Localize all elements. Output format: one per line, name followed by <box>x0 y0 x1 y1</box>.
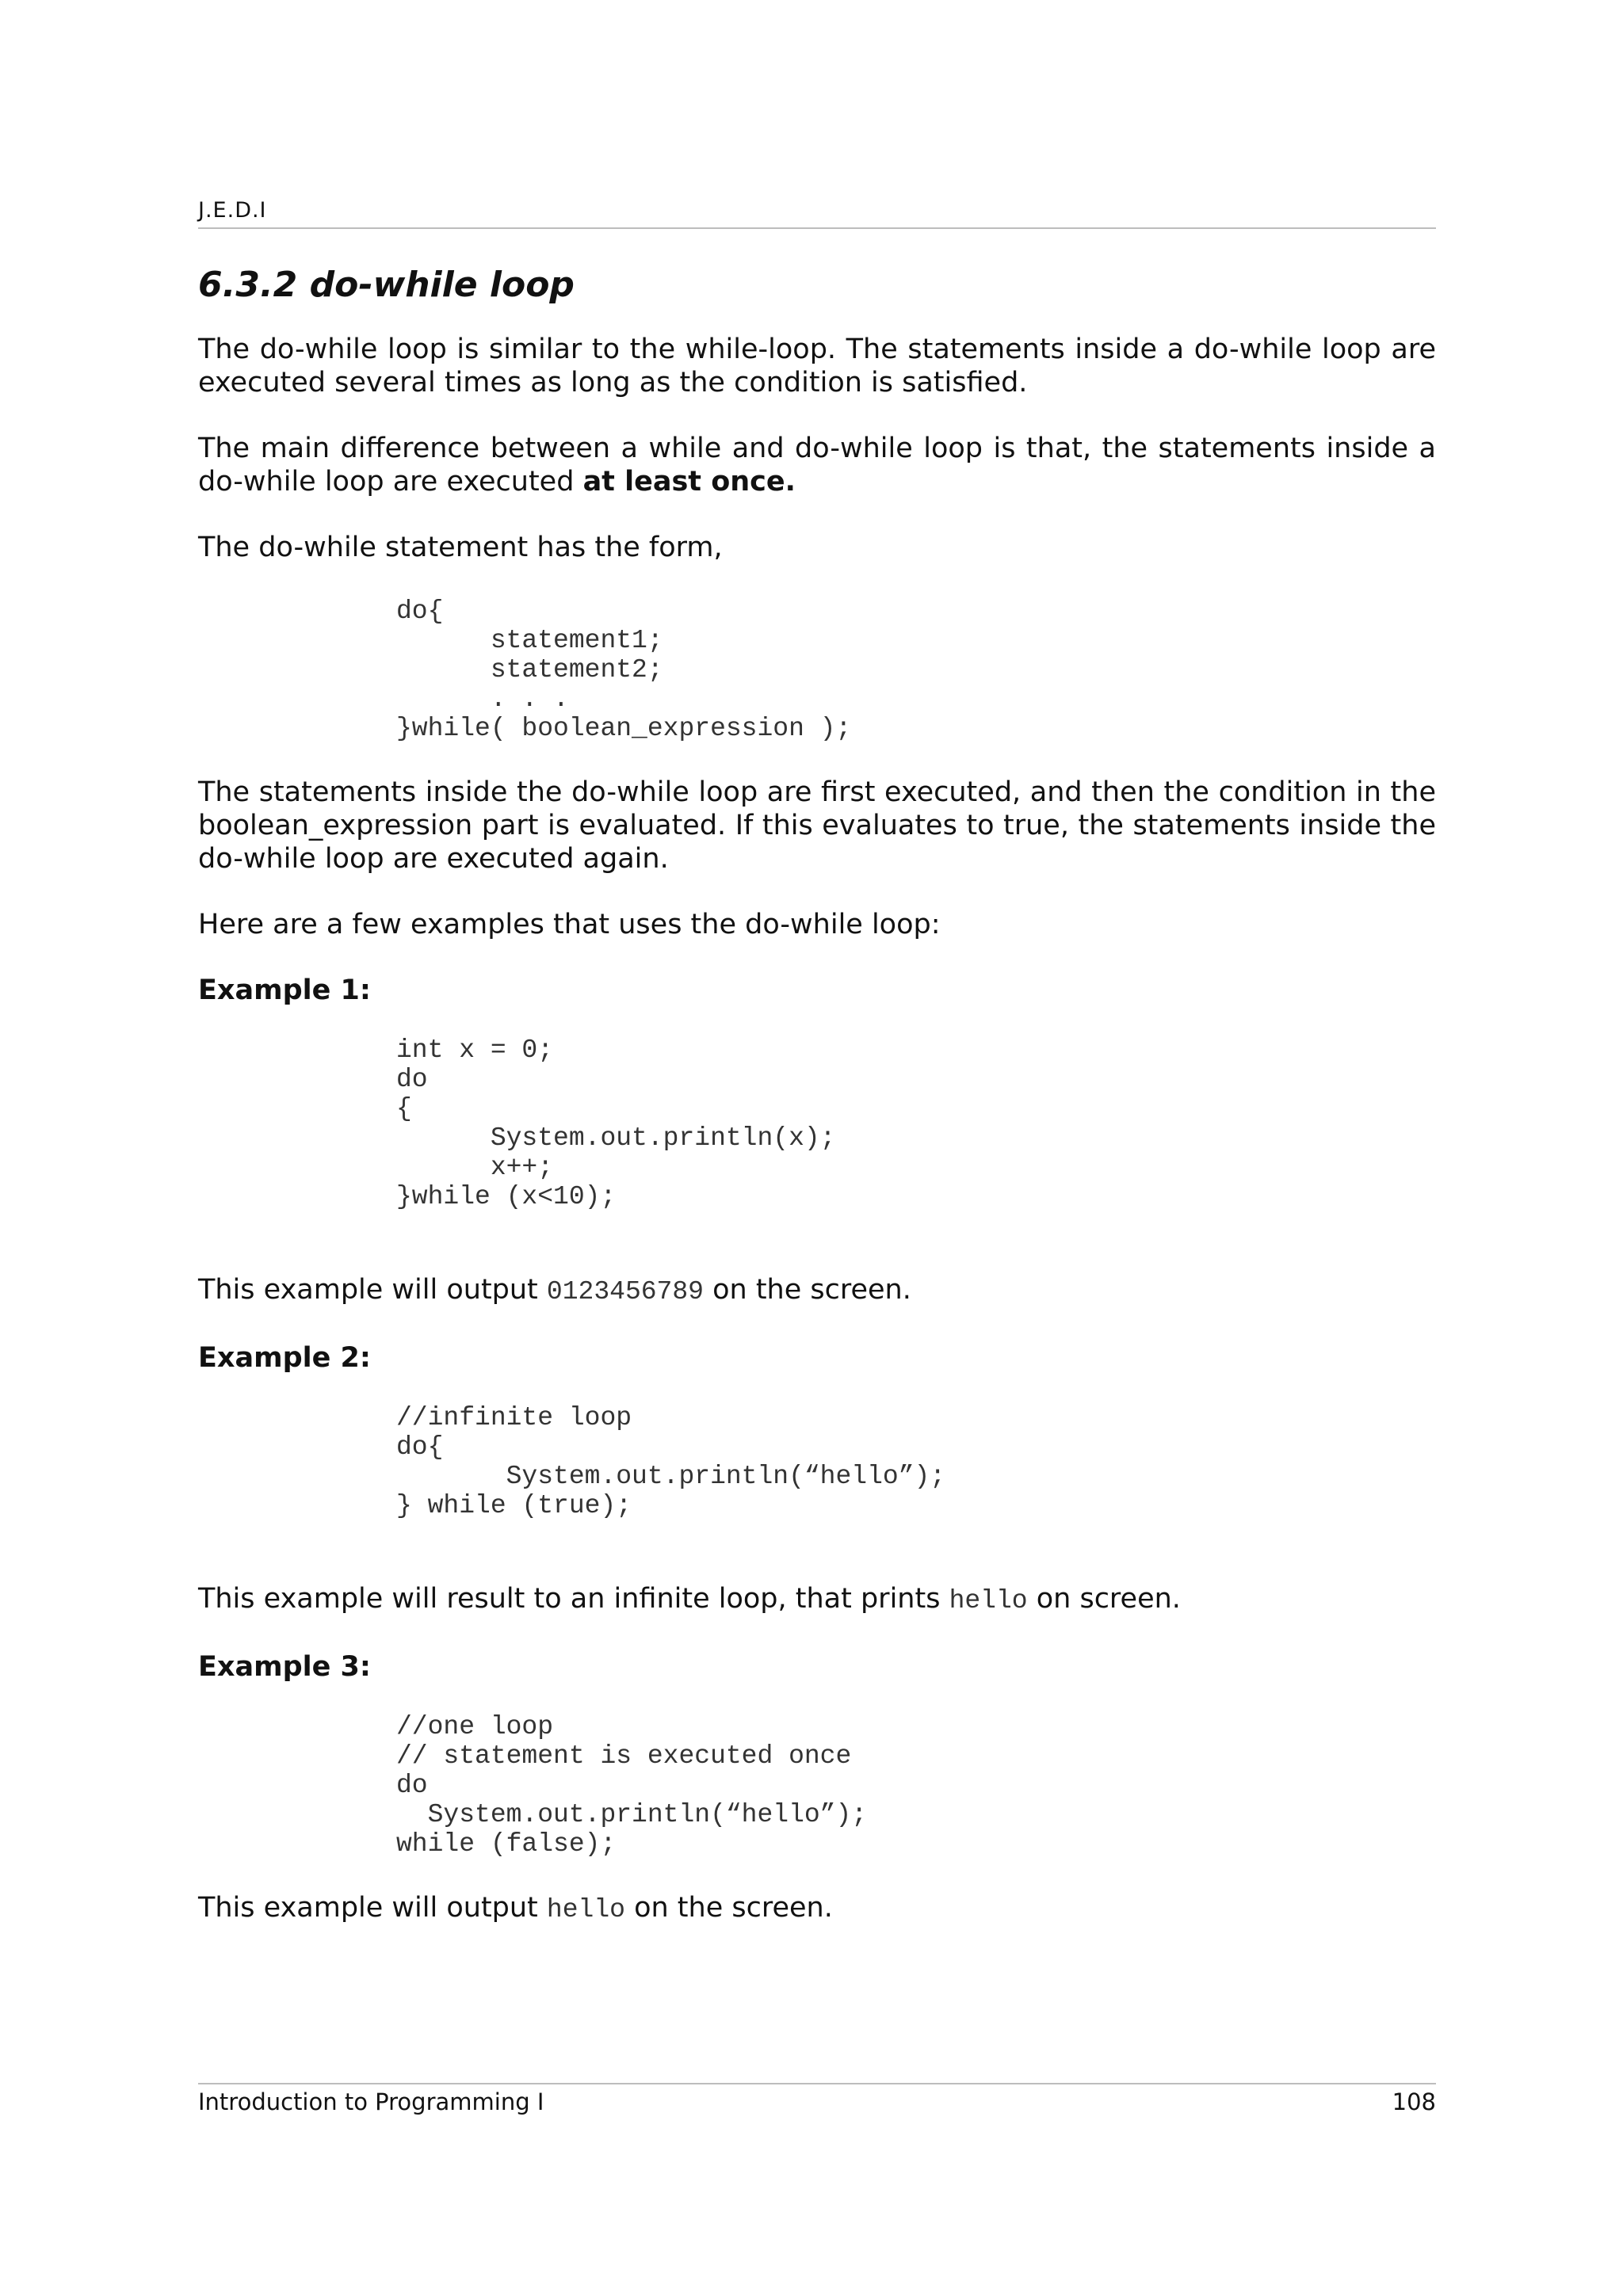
footer-book-title: Introduction to Programming I <box>198 2088 544 2115</box>
difference-paragraph <box>198 432 1436 498</box>
example-3-result-code: hello <box>546 1895 625 1924</box>
document-page <box>198 0 1436 2296</box>
intro-paragraph: The do-while loop is similar to the while-loop. The statements inside a do-while loop are executed several times as long as the condition is satisfied. <box>198 334 1436 399</box>
section-title: 6.3.2 do-while loop <box>198 265 575 305</box>
example-1-result-code: 0123456789 <box>546 1277 704 1306</box>
difference-emphasis: at least once. <box>582 466 796 498</box>
example-3-result <box>198 1891 1436 1927</box>
running-header: J.E.D.I <box>198 198 267 223</box>
page-number: 108 <box>1392 2088 1436 2115</box>
explanation-paragraph: The statements inside the do-while loop are first executed, and then the condition in the boolean_expression part is evaluated. If this evaluates to true, the statements inside the do-while loop are executed again. <box>198 776 1436 875</box>
example-2-label: Example 2: <box>198 1342 371 1374</box>
footer-rule <box>198 2083 1436 2084</box>
page-content <box>198 261 1436 1959</box>
example-1-label: Example 1: <box>198 974 371 1006</box>
example-2-result-end: on screen. <box>1027 1583 1181 1615</box>
difference-text: The main difference between a while and do-while loop is that, the statements inside a do-while loop are executed <box>198 433 1436 498</box>
example-1-code: int x = 0; do { System.out.println(x); x++; }while (x<10); <box>396 1035 836 1211</box>
example-3-label: Example 3: <box>198 1651 371 1683</box>
example-1-result-text: This example will output <box>198 1274 547 1306</box>
form-intro-paragraph: The do-while statement has the form, <box>198 532 723 563</box>
example-2-code: //infinite loop do{ System.out.println(“hello”); } while (true); <box>396 1403 946 1520</box>
example-2-result <box>198 1582 1436 1618</box>
example-1-result-end: on the screen. <box>703 1274 911 1306</box>
example-2-result-text: This example will result to an infinite loop, that prints <box>198 1583 949 1615</box>
examples-intro-paragraph: Here are a few examples that uses the do-while loop: <box>198 909 941 940</box>
example-2-result-code: hello <box>949 1586 1028 1615</box>
example-3-result-text: This example will output <box>198 1892 547 1924</box>
form-code-block: do{ statement1; statement2; . . . }while( boolean_expression ); <box>396 597 852 743</box>
example-3-code: //one loop // statement is executed once do System.out.println(“hello”); while (false); <box>396 1712 868 1859</box>
header-rule <box>198 227 1436 229</box>
example-3-result-end: on the screen. <box>624 1892 833 1924</box>
example-1-result <box>198 1273 1436 1309</box>
